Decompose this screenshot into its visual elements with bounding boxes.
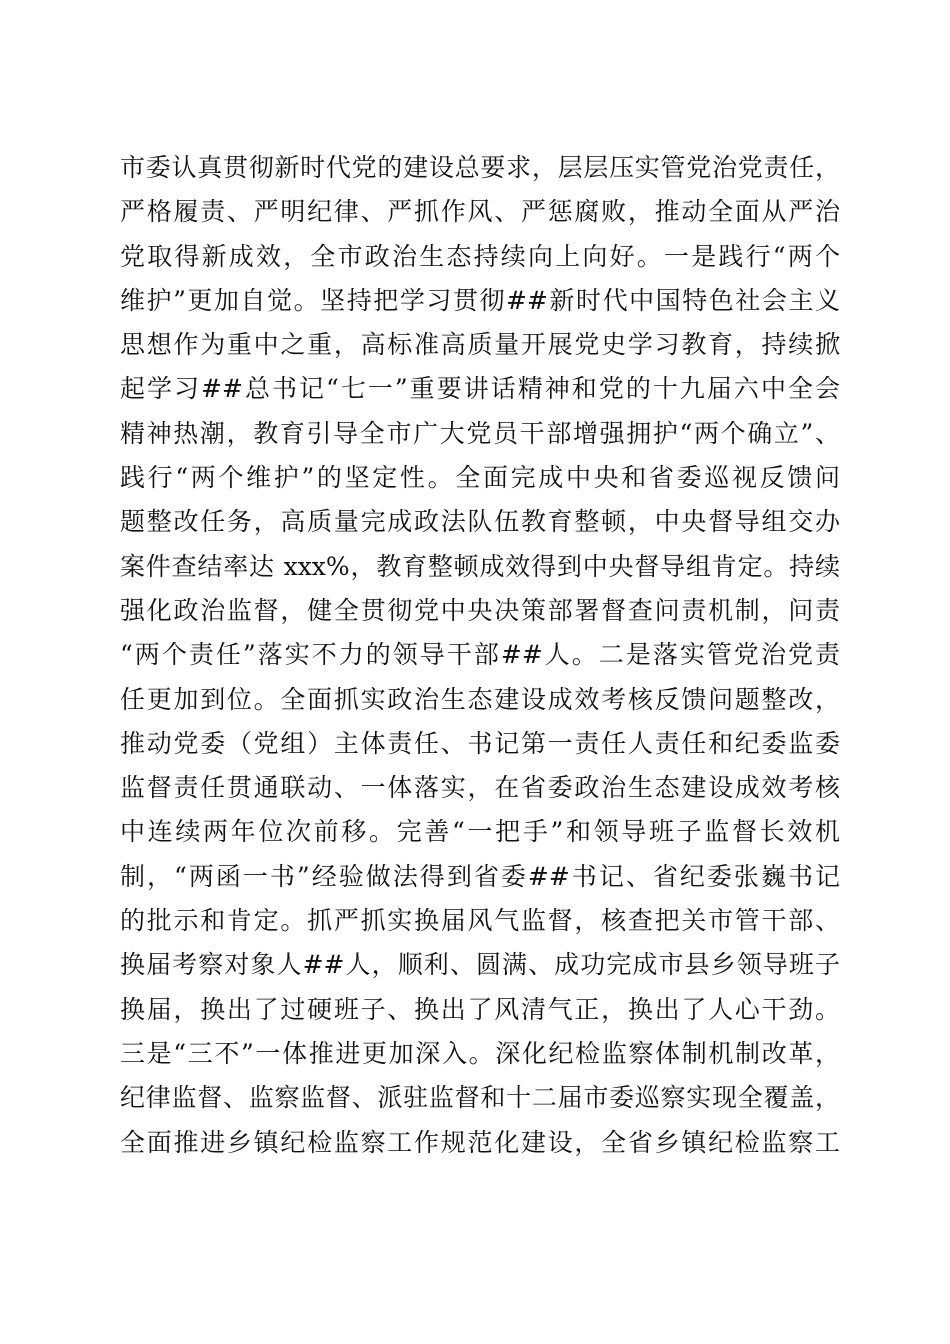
text-line-19: 换届考察对象人##人，顺利、圆满、成功完成市县乡领导班子 <box>120 950 840 980</box>
text-line-23: 全面推进乡镇纪检监察工作规范化建设，全省乡镇纪检监察工 <box>120 1127 840 1157</box>
text-line-3: 党取得新成效，全市政治生态持续向上向好。一是践行“两个 <box>120 241 840 271</box>
text-line-14: 推动党委（党组）主体责任、书记第一责任人责任和纪委监委 <box>120 728 840 758</box>
text-line-7: 精神热潮，教育引导全市广大党员干部增强拥护“两个确立”、 <box>120 418 840 448</box>
body-paragraph <box>120 146 840 1165</box>
text-line-20: 换届，换出了过硬班子、换出了风清气正，换出了人心干劲。 <box>120 994 840 1024</box>
text-line-17: 制，“两函一书”经验做法得到省委##书记、省纪委张巍书记 <box>120 861 840 891</box>
text-line-15: 监督责任贯通联动、一体落实，在省委政治生态建设成效考核 <box>120 773 840 803</box>
text-line-22: 纪律监督、监察监督、派驻监督和十二届市委巡察实现全覆盖， <box>120 1083 840 1113</box>
text-line-8: 践行“两个维护”的坚定性。全面完成中央和省委巡视反馈问 <box>120 463 840 493</box>
text-line-13: 任更加到位。全面抓实政治生态建设成效考核反馈问题整改， <box>120 684 840 714</box>
text-line-16: 中连续两年位次前移。完善“一把手”和领导班子监督长效机 <box>120 817 840 847</box>
text-line-18: 的批示和肯定。抓严抓实换届风气监督，核查把关市管干部、 <box>120 906 840 936</box>
text-line-10: 案件查结率达 xxx%，教育整顿成效得到中央督导组肯定。持续 <box>120 551 840 581</box>
text-line-1: 市委认真贯彻新时代党的建设总要求，层层压实管党治党责任， <box>120 153 840 182</box>
text-line-4: 维护”更加自觉。坚持把学习贯彻##新时代中国特色社会主义 <box>120 285 840 315</box>
text-line-9: 题整改任务，高质量完成政法队伍教育整顿，中央督导组交办 <box>120 507 840 537</box>
text-line-11: 强化政治监督，健全贯彻党中央决策部署督查问责机制，问责 <box>120 595 840 625</box>
text-line-2: 严格履责、严明纪律、严抓作风、严惩腐败，推动全面从严治 <box>120 197 840 227</box>
text-line-12: “两个责任”落实不力的领导干部##人。二是落实管党治党责 <box>120 640 840 670</box>
text-line-6: 起学习##总书记“七一”重要讲话精神和党的十九届六中全会 <box>120 374 840 404</box>
text-line-5: 思想作为重中之重，高标准高质量开展党史学习教育，持续掀 <box>120 330 840 360</box>
text-line-21: 三是“三不”一体推进更加深入。深化纪检监察体制机制改革， <box>120 1038 840 1068</box>
